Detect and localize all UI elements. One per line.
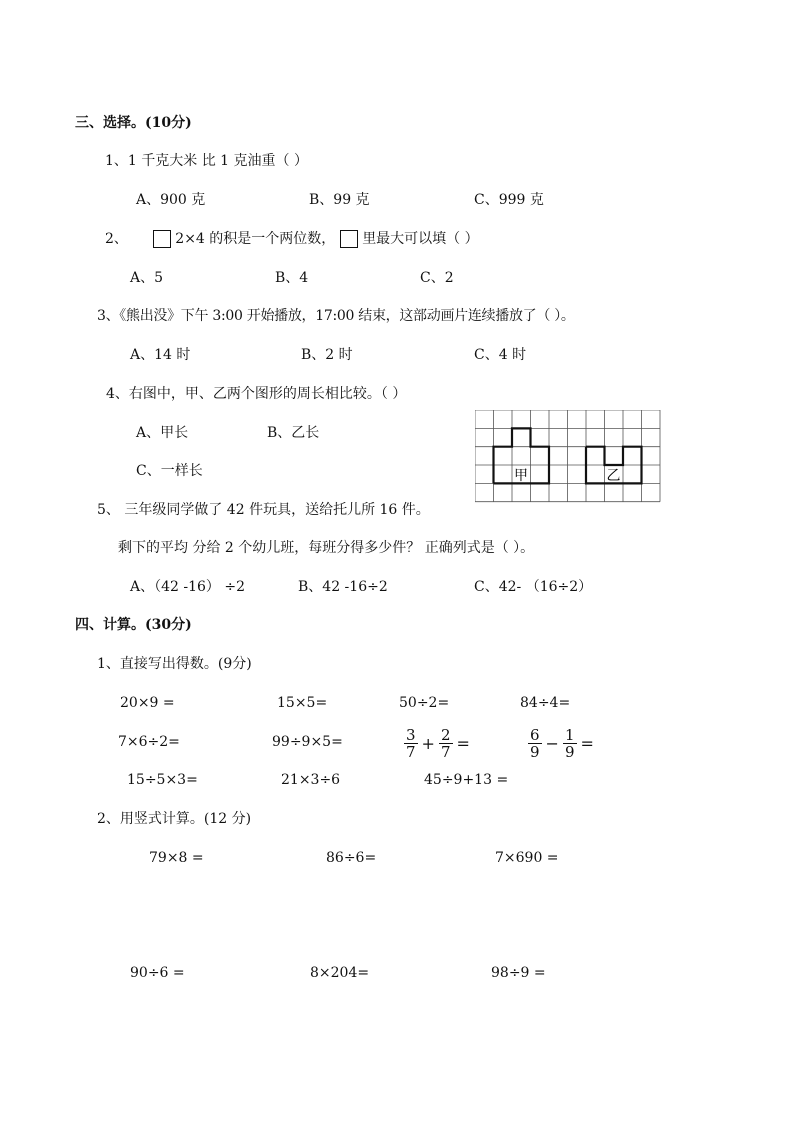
- calc-item: 20×9 =: [120, 695, 175, 711]
- calc-item: 21×3÷6: [281, 772, 341, 788]
- calc-item: 15×5=: [277, 695, 328, 711]
- q2-option-b: B、4: [275, 270, 309, 286]
- calc-item: 15÷5×3=: [127, 772, 198, 788]
- q2-tail-text: 里最大可以填（ ）: [362, 231, 479, 247]
- question-5-line-1: 5、 三年级同学做了 42 件玩具，送给托儿所 16 件。: [97, 502, 430, 518]
- question-4: 4、右图中，甲、乙两个图形的周长相比较。（ ）: [106, 386, 407, 402]
- calc-item: 7×6÷2=: [118, 734, 180, 750]
- fraction: $\frac{1}{9}$: [564, 726, 575, 761]
- vertical-calc-item: 86÷6=: [326, 850, 377, 866]
- vertical-calc-item: 98÷9 =: [491, 965, 546, 981]
- q3-option-a: A、14 时: [130, 347, 191, 363]
- fraction-expression-2: [528, 727, 596, 760]
- question-2: [105, 230, 479, 248]
- vertical-calc-item: 90÷6 =: [130, 965, 185, 981]
- vertical-calc-item: 7×690 =: [495, 850, 559, 866]
- calc-item: 99÷9×5=: [272, 734, 343, 750]
- calc-item: 45÷9+13 =: [424, 772, 509, 788]
- q4-option-a: A、甲长: [136, 425, 189, 441]
- calc-item: 84÷4=: [520, 695, 571, 711]
- q5-option-b: B、42 -16÷2: [298, 579, 388, 595]
- q2-option-a: A、5: [130, 270, 164, 286]
- blank-box: [153, 230, 171, 248]
- fraction: $\frac{2}{7}$: [440, 726, 451, 761]
- blank-box: [340, 230, 358, 248]
- part-2-title: 2、用竖式计算。(12 分): [97, 811, 252, 827]
- question-1: 1、1 千克大米 比 1 克油重（ ）: [105, 153, 308, 169]
- q2-option-c: C、2: [420, 270, 454, 286]
- q1-option-b: B、99 克: [309, 192, 370, 208]
- q4-option-b: B、乙长: [267, 425, 320, 441]
- fraction: $\frac{3}{7}$: [406, 726, 416, 761]
- label-jia: 甲: [514, 468, 528, 484]
- question-5-line-2: 剩下的平均 分给 2 个幼儿班，每班分得多少件？ 正确列式是（ ）。: [118, 540, 535, 556]
- q5-option-c: C、42- （16÷2）: [474, 579, 593, 595]
- question-3: 3、《熊出没》下午 3:00 开始播放，17:00 结束，这部动画片连续播放了（ ）。: [97, 308, 575, 324]
- q2-mid-text: 2×4 的积是一个两位数，: [175, 231, 336, 247]
- vertical-calc-item: 8×204=: [310, 965, 370, 981]
- q1-option-c: C、999 克: [474, 192, 544, 208]
- section-4-title: 四、计算。(30分): [75, 617, 192, 633]
- q2-number: 2、: [105, 231, 128, 247]
- q4-option-c: C、一样长: [136, 463, 203, 479]
- equals-sign: =: [580, 733, 594, 753]
- plus-sign: +: [421, 733, 435, 753]
- label-yi: 乙: [606, 468, 621, 484]
- minus-sign: −: [545, 733, 559, 753]
- equals-sign: =: [456, 733, 470, 753]
- fraction: $\frac{6}{9}$: [530, 726, 540, 761]
- fraction-expression-1: [404, 727, 472, 760]
- part-1-title: 1、直接写出得数。(9分): [97, 656, 252, 672]
- grid-figure: [475, 410, 665, 504]
- section-3-title: 三、选择。(10分): [75, 115, 192, 131]
- q3-option-c: C、4 时: [474, 347, 527, 363]
- q1-option-a: A、900 克: [136, 192, 206, 208]
- vertical-calc-item: 79×8 =: [149, 850, 204, 866]
- grid-lines: [475, 410, 660, 502]
- calc-item: 50÷2=: [399, 695, 450, 711]
- q3-option-b: B、2 时: [301, 347, 353, 363]
- q5-option-a: A、（42 -16） ÷2: [130, 579, 246, 595]
